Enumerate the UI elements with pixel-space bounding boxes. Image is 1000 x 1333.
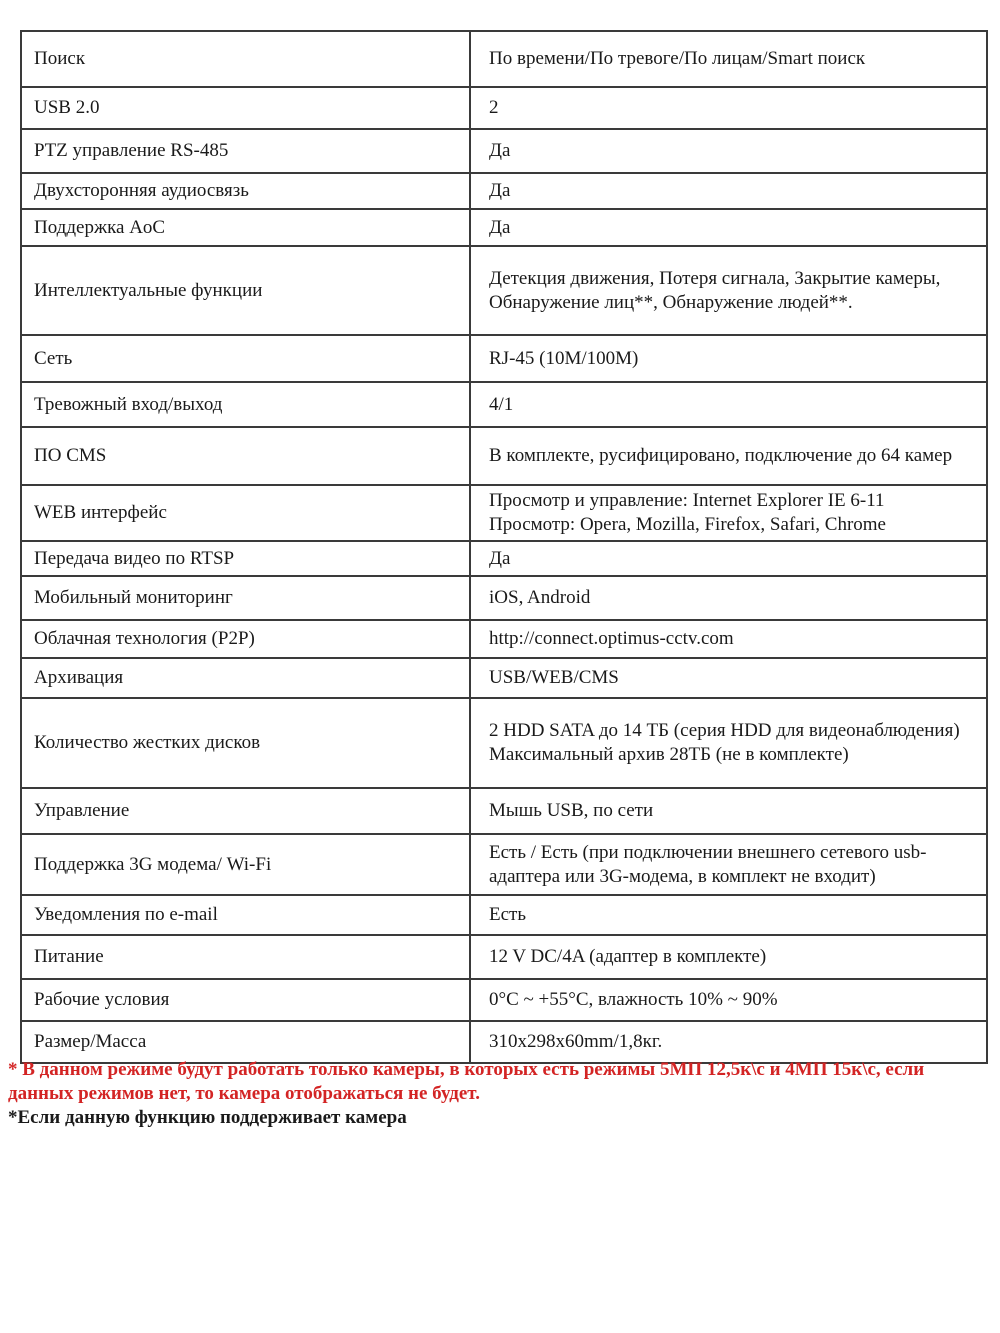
row-label: Размер/Масса <box>21 1021 470 1063</box>
table-row <box>21 935 987 979</box>
row-label: Питание <box>21 935 470 979</box>
row-value: 2 <box>470 87 987 129</box>
row-value: Мышь USB, по сети <box>470 788 987 834</box>
row-value: Да <box>470 173 987 209</box>
row-value: Есть / Есть (при подключении внешнего сетевого usb-адаптера или 3G-модема, в комплект не входит) <box>470 834 987 895</box>
footnotes <box>8 1058 993 1130</box>
row-value: Да <box>470 129 987 173</box>
table-row <box>21 541 987 576</box>
row-value: 310x298x60mm/1,8кг. <box>470 1021 987 1063</box>
row-value: RJ-45 (10M/100M) <box>470 335 987 382</box>
row-label: Поддержка 3G модема/ Wi-Fi <box>21 834 470 895</box>
row-value: 12 V DC/4A (адаптер в комплекте) <box>470 935 987 979</box>
table-row <box>21 1021 987 1063</box>
table-row <box>21 173 987 209</box>
row-label: Управление <box>21 788 470 834</box>
table-row <box>21 895 987 935</box>
table-row <box>21 788 987 834</box>
row-label: Архивация <box>21 658 470 698</box>
row-label: Передача видео по RTSP <box>21 541 470 576</box>
row-value: 4/1 <box>470 382 987 427</box>
table-row <box>21 87 987 129</box>
row-label: Количество жестких дисков <box>21 698 470 788</box>
row-label: Мобильный мониторинг <box>21 576 470 620</box>
row-label: Двухсторонняя аудиосвязь <box>21 173 470 209</box>
row-label: Поиск <box>21 31 470 87</box>
row-label: Сеть <box>21 335 470 382</box>
row-value: iOS, Android <box>470 576 987 620</box>
spec-page <box>20 30 986 1064</box>
row-value: Детекция движения, Потеря сигнала, Закрытие камеры, Обнаружение лиц**, Обнаружение людей**. <box>470 246 987 335</box>
row-label: Уведомления по e-mail <box>21 895 470 935</box>
row-label: Поддержка AoC <box>21 209 470 246</box>
row-value: По времени/По тревоге/По лицам/Smart поиск <box>470 31 987 87</box>
row-value: В комплекте, русифицировано, подключение до 64 камер <box>470 427 987 485</box>
red-footnote: * В данном режиме будут работать только камеры, в которых есть режимы 5МП 12,5к\с и 4МП 15к\с, если данных режимов нет, то камера отображаться не будет. <box>8 1059 925 1104</box>
row-label: Облачная технология (P2P) <box>21 620 470 658</box>
row-label: PTZ управление RS-485 <box>21 129 470 173</box>
table-row <box>21 485 987 541</box>
row-value: 2 HDD SATA до 14 ТБ (серия HDD для видеонаблюдения) Максимальный архив 28ТБ (не в комплекте) <box>470 698 987 788</box>
table-row <box>21 129 987 173</box>
row-label: Интеллектуальные функции <box>21 246 470 335</box>
table-row <box>21 427 987 485</box>
row-value: Есть <box>470 895 987 935</box>
row-label: Рабочие условия <box>21 979 470 1021</box>
table-row <box>21 246 987 335</box>
table-row <box>21 382 987 427</box>
row-label: USB 2.0 <box>21 87 470 129</box>
table-row <box>21 698 987 788</box>
row-value: http://connect.optimus-cctv.com <box>470 620 987 658</box>
table-row <box>21 979 987 1021</box>
table-row <box>21 209 987 246</box>
table-row <box>21 335 987 382</box>
black-footnote: *Если данную функцию поддерживает камера <box>8 1107 407 1128</box>
spec-table <box>20 30 988 1064</box>
table-row <box>21 834 987 895</box>
row-label: WEB интерфейс <box>21 485 470 541</box>
row-value: Да <box>470 209 987 246</box>
row-value: USB/WEB/CMS <box>470 658 987 698</box>
row-value: Да <box>470 541 987 576</box>
row-label: ПО CMS <box>21 427 470 485</box>
row-value: 0°C ~ +55°C, влажность 10% ~ 90% <box>470 979 987 1021</box>
table-row <box>21 576 987 620</box>
table-row <box>21 658 987 698</box>
table-row <box>21 620 987 658</box>
row-value: Просмотр и управление: Internet Explorer IE 6-11 Просмотр: Opera, Mozilla, Firefox, Safari, Chrome <box>470 485 987 541</box>
table-row <box>21 31 987 87</box>
row-label: Тревожный вход/выход <box>21 382 470 427</box>
